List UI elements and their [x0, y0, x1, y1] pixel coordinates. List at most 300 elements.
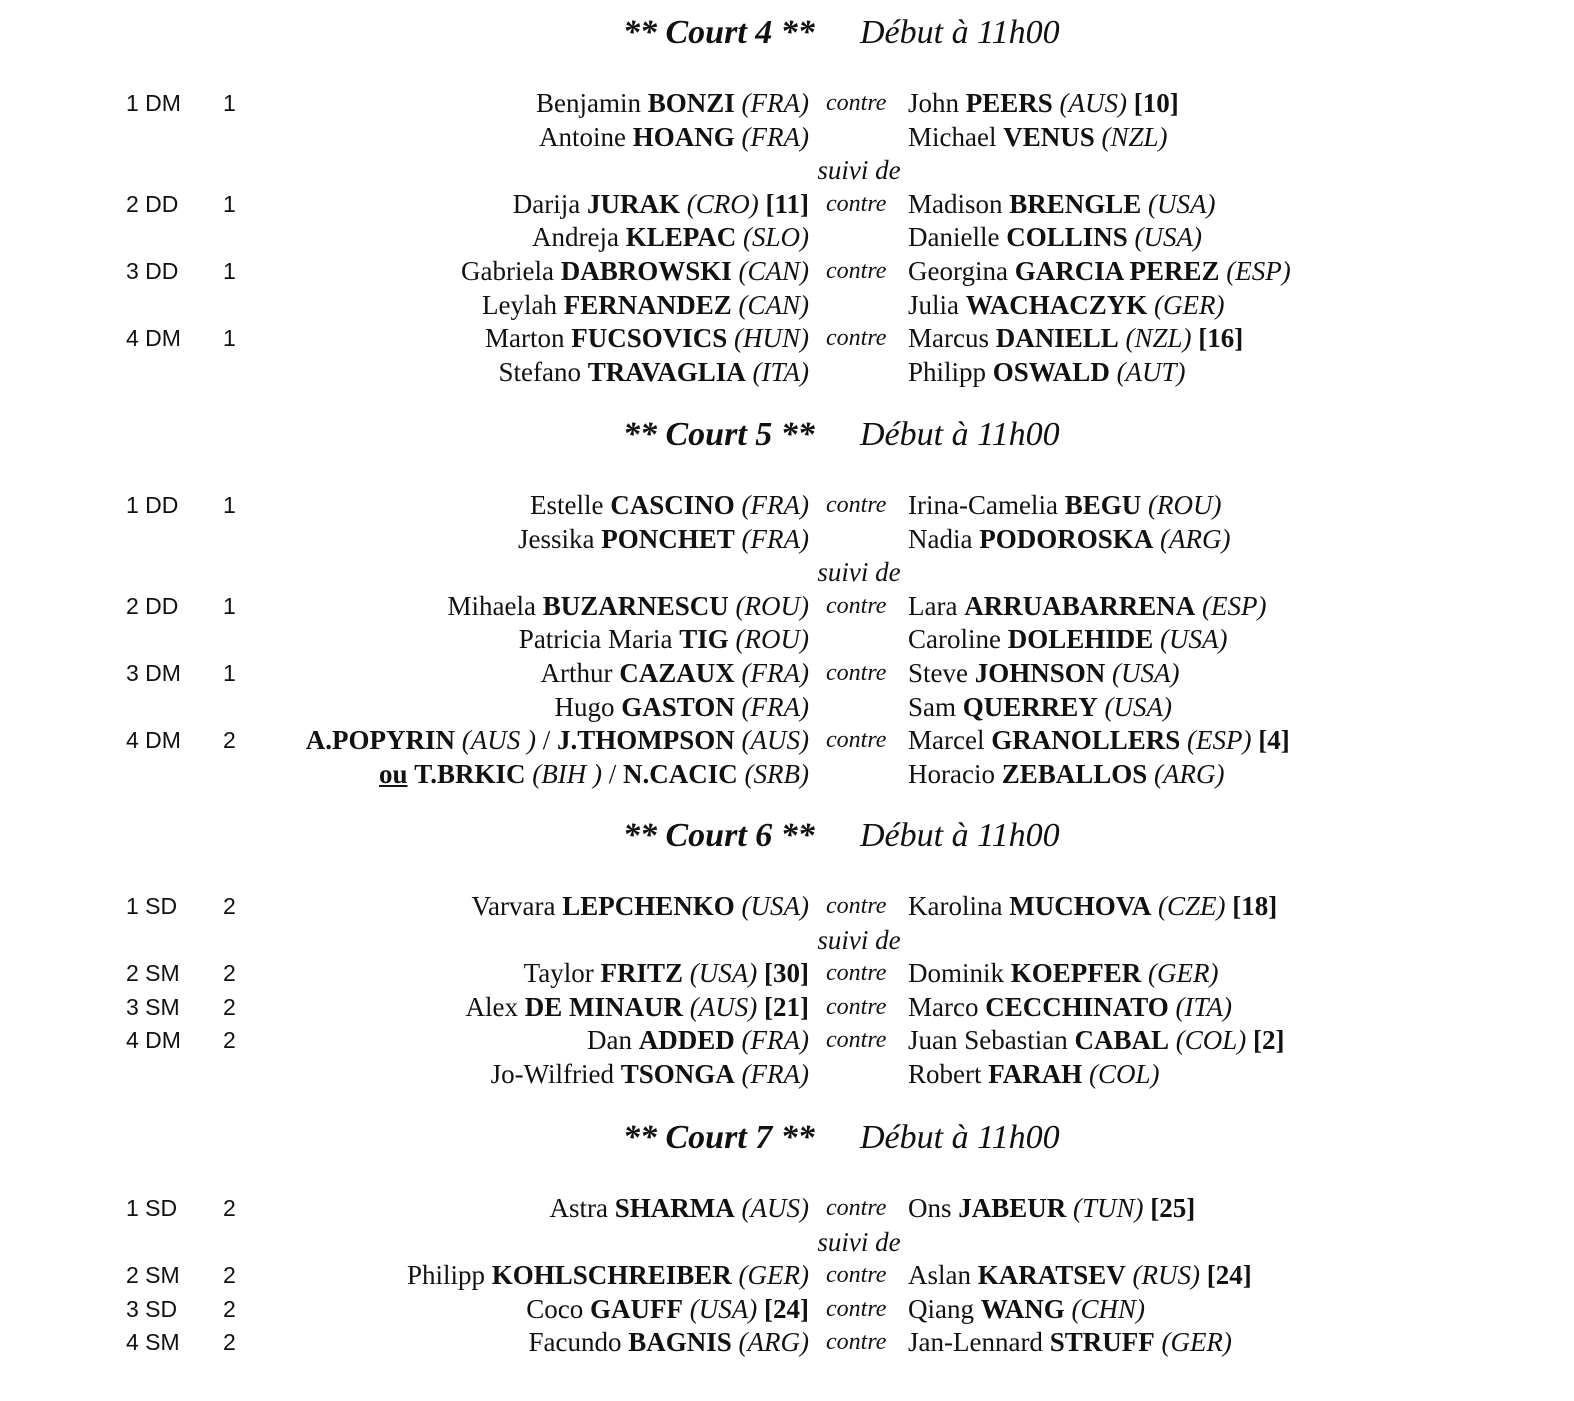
- left-team: [407, 1258, 809, 1292]
- player: [908, 1294, 1145, 1324]
- country-code: (ITA): [1175, 991, 1232, 1022]
- first-name: Horacio: [908, 758, 995, 789]
- last-name: FERNANDEZ: [563, 289, 732, 320]
- event-code: 1 DD: [126, 492, 179, 518]
- last-name: WACHACZYK: [965, 289, 1148, 320]
- player: [609, 759, 809, 789]
- seed: [25]: [1150, 1193, 1196, 1223]
- match-row: [0, 889, 1574, 923]
- player: [448, 591, 810, 621]
- court-title: ** Court 4 **: [623, 14, 815, 51]
- first-name: Aslan: [908, 1260, 971, 1291]
- player: [908, 992, 1232, 1022]
- player: [908, 891, 1277, 921]
- country-code: (USA): [1134, 222, 1202, 253]
- player: [485, 323, 809, 353]
- country-code: (NZL): [1101, 121, 1168, 152]
- country-code: (ROU): [735, 590, 809, 621]
- last-name: FRITZ: [600, 958, 684, 989]
- match-row: [0, 1057, 1574, 1091]
- right-team: [908, 321, 1243, 355]
- first-name: Philipp: [908, 356, 987, 387]
- country-code: (SLO): [743, 222, 809, 253]
- country-code: (FRA): [741, 658, 809, 688]
- right-team: [908, 622, 1228, 656]
- event-code: 3 DD: [126, 258, 179, 284]
- seed: [24]: [1206, 1260, 1252, 1291]
- country-code: (COL): [1175, 1025, 1247, 1056]
- versus-label: contre: [826, 660, 887, 686]
- player: [472, 891, 809, 921]
- match-row: [0, 488, 1574, 522]
- player: [908, 725, 1290, 755]
- country-code: (GER): [1161, 1327, 1232, 1358]
- versus-label: contre: [826, 727, 887, 754]
- court-header: [0, 817, 1574, 867]
- country-code: (FRA): [741, 1059, 809, 1089]
- first-name: John: [908, 88, 960, 118]
- country-code: (AUT): [1116, 356, 1186, 387]
- first-name: Caroline: [908, 624, 1001, 655]
- start-time: Début à 11h00: [860, 817, 1060, 854]
- country-code: (GER): [1148, 958, 1219, 989]
- round-number: 1: [223, 325, 236, 352]
- country-code: (HUN): [734, 323, 809, 354]
- event-code: 2 DD: [126, 190, 179, 217]
- first-name: Patricia Maria: [518, 624, 673, 655]
- first-name: Sam: [908, 691, 957, 722]
- last-name: JOHNSON: [974, 658, 1106, 688]
- player: [908, 759, 1225, 789]
- left-team: [541, 656, 809, 690]
- match-row: [0, 1325, 1574, 1359]
- seed: [30]: [764, 958, 809, 989]
- versus-label: contre: [826, 325, 887, 352]
- first-name: Philipp: [406, 1260, 485, 1291]
- court-header: [0, 1119, 1574, 1169]
- last-name: MUCHOVA: [1009, 891, 1152, 921]
- player: [908, 591, 1266, 621]
- country-code: (AUS): [741, 725, 809, 756]
- round-number: 1: [223, 190, 236, 217]
- seed: [16]: [1198, 323, 1244, 354]
- last-name: FARAH: [988, 1059, 1083, 1089]
- first-name: Benjamin: [536, 88, 641, 118]
- player: [306, 725, 536, 755]
- country-code: (AUS ): [461, 725, 536, 756]
- last-name: PODOROSKA: [979, 523, 1154, 554]
- versus-label: contre: [826, 258, 887, 284]
- left-team: [518, 522, 809, 556]
- right-team: [908, 690, 1172, 724]
- seed: [4]: [1258, 725, 1290, 756]
- country-code: (AUS): [741, 1193, 809, 1223]
- last-name: PEERS: [965, 88, 1053, 118]
- player: [529, 1327, 809, 1357]
- match-row: [0, 522, 1574, 556]
- round-number: 2: [223, 1329, 236, 1356]
- left-team: [529, 1325, 809, 1359]
- right-team: [908, 120, 1168, 154]
- first-name: Marco: [908, 991, 979, 1022]
- last-name: KOEPFER: [1010, 958, 1142, 989]
- round-number: 2: [223, 1262, 236, 1289]
- first-name: Georgina: [908, 256, 1008, 286]
- player: [908, 122, 1168, 152]
- last-name: GARCIA PEREZ: [1014, 256, 1220, 286]
- match-row: [0, 1023, 1574, 1057]
- player: [554, 692, 809, 722]
- left-team: [539, 120, 809, 154]
- right-team: [908, 86, 1179, 120]
- pair-separator: /: [542, 725, 551, 756]
- left-team: [448, 589, 810, 623]
- first-name: Antoine: [539, 121, 627, 152]
- court-title: ** Court 6 **: [623, 817, 815, 854]
- round-number: 1: [223, 90, 236, 116]
- or-label: ou: [378, 758, 408, 789]
- versus-label: contre: [826, 1027, 887, 1054]
- player: [587, 1025, 809, 1055]
- first-name: Qiang: [908, 1293, 974, 1324]
- country-code: (FRA): [741, 691, 809, 722]
- followed-by-row: [0, 923, 1574, 957]
- last-name: VENUS: [1003, 121, 1095, 152]
- first-name: Stefano: [498, 356, 581, 387]
- last-name: T.BRKIC: [414, 758, 526, 789]
- player: [908, 1025, 1285, 1055]
- round-number: 2: [223, 960, 236, 987]
- right-team: [908, 1057, 1160, 1091]
- first-name: Steve: [908, 658, 968, 688]
- country-code: (CZE): [1157, 891, 1226, 921]
- right-team: [908, 990, 1232, 1024]
- event-code: 1 DM: [126, 90, 181, 116]
- court-title: ** Court 5 **: [623, 416, 815, 453]
- followed-by-label: suivi de: [817, 1226, 901, 1257]
- first-name: Jan-Lennard: [908, 1327, 1043, 1358]
- event-code: 4 DM: [126, 325, 181, 352]
- country-code: (GER): [1154, 289, 1225, 320]
- player: [908, 323, 1243, 353]
- player: [550, 1193, 809, 1223]
- versus-label: contre: [826, 993, 887, 1020]
- match-row: [0, 355, 1574, 389]
- last-name: BONZI: [647, 88, 735, 118]
- round-number: 2: [223, 993, 236, 1020]
- last-name: ZEBALLOS: [1001, 758, 1148, 789]
- player: [530, 490, 809, 520]
- country-code: (ESP): [1201, 590, 1267, 621]
- versus-label: contre: [826, 492, 887, 518]
- first-name: Andreja: [532, 222, 619, 253]
- first-name: Arthur: [540, 658, 613, 688]
- seed: [18]: [1232, 891, 1278, 921]
- seed: [2]: [1253, 1025, 1285, 1056]
- country-code: (FRA): [741, 88, 809, 118]
- match-row: [0, 187, 1574, 221]
- country-code: (ESP): [1226, 256, 1291, 286]
- player: [908, 524, 1230, 554]
- match-row: [0, 690, 1574, 724]
- country-code: (USA): [1148, 188, 1216, 219]
- match-row: [0, 589, 1574, 623]
- country-code: (CAN): [738, 289, 809, 320]
- versus-label: contre: [826, 960, 887, 987]
- start-time: Début à 11h00: [860, 416, 1060, 453]
- right-team: [908, 1191, 1195, 1225]
- left-team: [524, 956, 809, 990]
- last-name: BRENGLE: [1009, 188, 1142, 219]
- last-name: CABAL: [1074, 1025, 1169, 1056]
- event-code: 3 SD: [126, 1295, 178, 1322]
- country-code: (USA): [689, 1293, 758, 1324]
- first-name: Jessika: [518, 523, 595, 554]
- event-code: 3 SM: [126, 993, 180, 1020]
- last-name: KLEPAC: [625, 222, 737, 253]
- last-name: GRANOLLERS: [991, 725, 1181, 756]
- round-number: 2: [223, 1027, 236, 1054]
- left-team: [530, 488, 809, 522]
- versus-label: contre: [826, 1329, 887, 1356]
- country-code: (ROU): [735, 624, 809, 655]
- seed: [10]: [1133, 88, 1179, 118]
- last-name: LEPCHENKO: [562, 891, 735, 921]
- start-time: Début à 11h00: [860, 14, 1060, 51]
- match-row: [0, 321, 1574, 355]
- right-team: [908, 1258, 1252, 1292]
- last-name: CECCHINATO: [985, 991, 1169, 1022]
- first-name: Hugo: [554, 691, 615, 722]
- right-team: [908, 355, 1186, 389]
- round-number: 2: [223, 727, 236, 754]
- player: [908, 692, 1172, 722]
- followed-by-label: suivi de: [817, 155, 901, 186]
- player: [491, 1059, 809, 1089]
- match-row: [0, 622, 1574, 656]
- player: [908, 357, 1186, 387]
- versus-label: contre: [826, 1195, 887, 1221]
- match-row: [0, 757, 1574, 791]
- player: [536, 88, 809, 118]
- last-name: STRUFF: [1049, 1327, 1155, 1358]
- country-code: (CRO): [686, 188, 759, 219]
- seed: [21]: [764, 991, 809, 1022]
- first-name: Marton: [484, 323, 565, 354]
- first-name: Taylor: [523, 958, 594, 989]
- round-number: 2: [223, 1295, 236, 1322]
- last-name: FUCSOVICS: [571, 323, 728, 354]
- country-code: (FRA): [741, 1025, 809, 1056]
- country-code: (ESP): [1187, 725, 1252, 756]
- country-code: (AUS): [689, 991, 758, 1022]
- match-row: [0, 1191, 1574, 1225]
- player: [526, 1294, 809, 1324]
- right-team: [908, 1023, 1285, 1057]
- first-name: Danielle: [908, 222, 1000, 253]
- country-code: (TUN): [1073, 1193, 1144, 1223]
- first-name: Julia: [908, 289, 959, 320]
- round-number: 1: [223, 660, 236, 686]
- event-code: 1 SD: [126, 1195, 178, 1221]
- country-code: (ARG): [1154, 758, 1225, 789]
- player: [407, 1260, 809, 1290]
- last-name: DANIELL: [995, 323, 1119, 354]
- country-code: (FRA): [741, 523, 809, 554]
- first-name: Leylah: [482, 289, 557, 320]
- first-name: Mihaela: [447, 590, 536, 621]
- player: [908, 256, 1291, 286]
- first-name: Michael: [908, 121, 997, 152]
- last-name: GASTON: [621, 691, 735, 722]
- match-row: [0, 86, 1574, 120]
- last-name: DABROWSKI: [560, 256, 732, 286]
- court-header: [0, 14, 1574, 64]
- event-code: 2 DD: [126, 592, 179, 619]
- first-name: Lara: [908, 590, 958, 621]
- right-team: [908, 254, 1291, 288]
- first-name: Darija: [512, 188, 581, 219]
- country-code: (NZL): [1125, 323, 1192, 354]
- last-name: GAUFF: [590, 1293, 684, 1324]
- country-code: (USA): [689, 958, 758, 989]
- versus-label: contre: [826, 90, 887, 116]
- player: [908, 958, 1219, 988]
- round-number: 2: [223, 893, 236, 919]
- last-name: TRAVAGLIA: [587, 356, 746, 387]
- last-name: COLLINS: [1006, 222, 1128, 253]
- first-name: Coco: [526, 1293, 584, 1324]
- court-title: ** Court 7 **: [623, 1119, 815, 1156]
- player: [543, 725, 809, 755]
- match-row: [0, 956, 1574, 990]
- event-code: 4 DM: [126, 1027, 181, 1054]
- first-name: Estelle: [530, 490, 604, 520]
- match-row: [0, 990, 1574, 1024]
- right-team: [908, 889, 1277, 923]
- left-team: [536, 86, 809, 120]
- followed-by-row: [0, 555, 1574, 589]
- first-name: Nadia: [908, 523, 973, 554]
- last-name: KARATSEV: [977, 1260, 1126, 1291]
- versus-label: contre: [826, 1295, 887, 1322]
- last-name: N.CACIC: [623, 758, 738, 789]
- last-name: QUERREY: [962, 691, 1098, 722]
- last-name: KOHLSCHREIBER: [491, 1260, 732, 1291]
- player: [908, 1260, 1252, 1290]
- followed-by-label: suivi de: [817, 557, 901, 588]
- last-name: DOLEHIDE: [1007, 624, 1154, 655]
- player: [518, 524, 809, 554]
- last-name: HOANG: [632, 121, 735, 152]
- player: [908, 189, 1216, 219]
- left-team: [513, 187, 809, 221]
- first-name: Astra: [549, 1193, 609, 1223]
- player: [541, 658, 809, 688]
- last-name: A.POPYRIN: [305, 725, 455, 756]
- right-team: [908, 488, 1221, 522]
- first-name: Juan Sebastian: [908, 1025, 1068, 1056]
- first-name: Jo-Wilfried: [490, 1059, 614, 1089]
- country-code: (GER): [738, 1260, 809, 1291]
- right-team: [908, 723, 1290, 757]
- player: [532, 222, 809, 252]
- left-team: [482, 288, 809, 322]
- event-code: 2 SM: [126, 1262, 180, 1289]
- left-team: [498, 355, 809, 389]
- right-team: [908, 1292, 1145, 1326]
- last-name: OSWALD: [992, 356, 1110, 387]
- match-row: [0, 1258, 1574, 1292]
- player: [908, 658, 1180, 688]
- left-team: [554, 690, 809, 724]
- player: [908, 490, 1221, 520]
- player: [461, 256, 809, 286]
- round-number: 1: [223, 592, 236, 619]
- start-time: Début à 11h00: [860, 1119, 1060, 1156]
- first-name: Dan: [587, 1025, 633, 1056]
- player: [513, 189, 809, 219]
- match-row: [0, 1292, 1574, 1326]
- last-name: ARRUABARRENA: [964, 590, 1196, 621]
- versus-label: contre: [826, 1262, 887, 1289]
- country-code: (ROU): [1147, 490, 1222, 520]
- pair-separator: /: [608, 758, 617, 789]
- left-team: [519, 622, 809, 656]
- first-name: Robert: [908, 1059, 982, 1089]
- last-name: CASCINO: [610, 490, 735, 520]
- match-row: [0, 120, 1574, 154]
- right-team: [908, 288, 1224, 322]
- last-name: BAGNIS: [628, 1327, 732, 1358]
- first-name: Marcel: [908, 725, 985, 756]
- court-header: [0, 416, 1574, 466]
- last-name: TIG: [679, 624, 729, 655]
- seed: [24]: [764, 1293, 809, 1324]
- country-code: (RUS): [1132, 1260, 1201, 1291]
- seed: [11]: [765, 188, 809, 219]
- last-name: ADDED: [638, 1025, 735, 1056]
- right-team: [908, 757, 1225, 791]
- followed-by-row: [0, 153, 1574, 187]
- event-code: 4 SM: [126, 1329, 180, 1356]
- round-number: 1: [223, 492, 236, 518]
- player: [539, 122, 809, 152]
- versus-label: contre: [826, 190, 887, 217]
- left-team: [550, 1191, 809, 1225]
- player: [908, 624, 1228, 654]
- country-code: (USA): [1112, 658, 1180, 688]
- player: [498, 357, 809, 387]
- left-team: [485, 321, 809, 355]
- country-code: (ITA): [752, 356, 809, 387]
- event-code: 4 DM: [126, 727, 181, 754]
- match-row: [0, 723, 1574, 757]
- left-team: [587, 1023, 809, 1057]
- player: [908, 1327, 1232, 1357]
- country-code: (AUS): [1059, 88, 1128, 118]
- left-team: [466, 990, 809, 1024]
- first-name: Varvara: [471, 891, 556, 921]
- player: [908, 1059, 1160, 1089]
- match-row: [0, 656, 1574, 690]
- country-code: (ARG): [1159, 523, 1231, 554]
- event-code: 2 SM: [126, 960, 180, 987]
- country-code: (USA): [1104, 691, 1173, 722]
- left-team: [472, 889, 809, 923]
- first-name: Irina-Camelia: [908, 490, 1058, 520]
- player: [519, 624, 809, 654]
